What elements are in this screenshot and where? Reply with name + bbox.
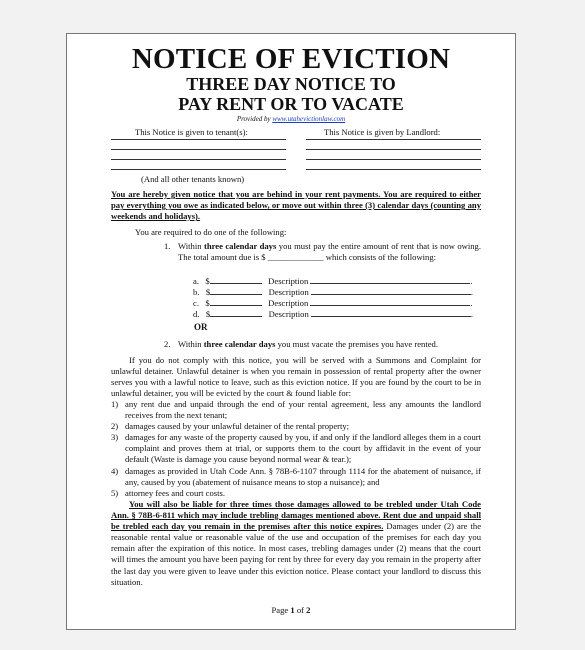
option-1-bold: three calendar days: [203, 241, 277, 251]
provided-by: [67, 115, 515, 123]
amount-item: a. $ Description .: [193, 276, 473, 286]
amount-item: d. $ Description .: [193, 309, 474, 319]
item-letter: c.: [193, 298, 199, 308]
item-description-field[interactable]: [311, 286, 471, 295]
trebled-damages-rest: Damages under (2) are the reasonable rental value or reasonable value of the use and occupation of the premises for each day you remain after the expiration of this notice. In most cases, trebling damages under (2) means that the court will times the amount you have been paying for rent by three for every day you remain in the property after the last day you were given to leave under this eviction notice. Please contact your landlord to discuss this situation.: [111, 521, 482, 587]
item-description-label: Description: [268, 309, 309, 319]
landlord-name-line[interactable]: [306, 159, 481, 160]
liability-item: 3) damages for any waste of the property caused by you, if and only if the landlord alleges them in a court complaint and proves them at trial, or supports them to the court by affidavit in the event of your default (Waste is damage you cause beyond normal wear & tear.);: [111, 432, 481, 465]
option-1-pre: Within: [178, 241, 202, 251]
document-page: [66, 33, 516, 630]
landlord-name-line[interactable]: [306, 149, 481, 150]
option-2-bold: three calendar days: [203, 339, 276, 349]
tenant-label: This Notice is given to tenant(s):: [135, 127, 248, 137]
required-text: You are required to do one of the following:: [135, 227, 287, 237]
amount-item: c. $ Description .: [193, 298, 473, 308]
tenant-name-line[interactable]: [111, 139, 286, 140]
item-description-label: Description: [268, 298, 309, 308]
liability-item: 2) damages caused by your unlawful detainer of the rental property;: [111, 421, 350, 432]
provided-by-link[interactable]: www.utahevictionlaw.com: [272, 115, 346, 123]
page-number: [67, 605, 515, 615]
landlord-name-line[interactable]: [306, 169, 481, 170]
trebled-damages-bold: You will also be liable for three times those damages allowed to be trebled under Utah Code Ann. § 78B-6-811 which may include trebling damages mentioned above. Rent due and unpaid shall be trebled each day you remain in the premises after this notice expires.: [111, 499, 481, 532]
option-2-pre: Within: [178, 339, 202, 349]
provided-by-prefix: Provided by: [236, 115, 271, 123]
item-description-label: Description: [268, 276, 309, 286]
page-current: 1: [290, 605, 295, 615]
item-amount-field[interactable]: [210, 286, 262, 295]
item-letter: a.: [193, 276, 199, 286]
item-letter: b.: [193, 287, 200, 297]
landlord-label: This Notice is given by Landlord:: [324, 127, 441, 137]
liability-item: 1) any rent due and unpaid through the end of your rental agreement, less any amounts the landlord receives from the next tenant;: [111, 399, 481, 421]
option-1-post: you must pay the entire amount of rent that is now owing. The total amount due is $ _____________ which consists of the following:: [178, 241, 481, 263]
tenant-name-line[interactable]: [111, 149, 286, 150]
item-description-field[interactable]: [311, 308, 471, 317]
page-word: Page: [271, 605, 289, 615]
unlawful-detainer-paragraph: If you do not comply with this notice, you will be served with a Summons and Complaint for unlawful detainer. Unlawful detainer is when you remain in possession of rental property after the owner serves you with a lawful notice to leave, such as this eviction notice. If you are found by the court to be in unlawful detainer, you will be evicted by the court & found liable for:: [111, 355, 481, 399]
item-amount-field[interactable]: [210, 297, 262, 306]
option-2-post: you must vacate the premises you have rented.: [277, 339, 438, 349]
liability-item: 5) attorney fees and court costs.: [111, 487, 225, 498]
item-amount-field[interactable]: [210, 275, 262, 284]
trebled-damages-paragraph: [111, 499, 481, 588]
item-dollar: $: [205, 309, 211, 319]
document-title: NOTICE OF EVICTION: [131, 43, 451, 75]
item-description-label: Description: [268, 287, 309, 297]
option-2-number: 2.: [164, 339, 171, 349]
landlord-name-line[interactable]: [306, 139, 481, 140]
liabilities-list: [111, 399, 481, 499]
item-dollar: $: [205, 276, 210, 286]
page-total: 2: [306, 605, 311, 615]
document-subtitle-1: THREE DAY NOTICE TO: [186, 74, 396, 94]
document-subtitle-2: PAY RENT OR TO VACATE: [178, 94, 404, 114]
item-description-field[interactable]: [310, 275, 470, 284]
tenant-name-line[interactable]: [111, 159, 286, 160]
page-of: of: [296, 605, 305, 615]
tenant-name-line[interactable]: [111, 169, 286, 170]
item-amount-field[interactable]: [210, 308, 262, 317]
item-dollar: $: [205, 287, 211, 297]
item-letter: d.: [193, 309, 200, 319]
option-1-number: 1.: [164, 241, 171, 251]
amount-item: b. $ Description .: [193, 287, 474, 297]
other-tenants-note: (And all other tenants known): [141, 174, 245, 184]
option-2: [164, 339, 481, 350]
item-description-field[interactable]: [310, 297, 470, 306]
or-separator: OR: [194, 322, 208, 332]
liability-item: 4) damages as provided in Utah Code Ann. § 78B-6-1107 through 1114 for the abatement of nuisance, if any, caused by you (abatement of nuisance means to stop a nuisance); and: [111, 465, 481, 487]
item-dollar: $: [205, 298, 210, 308]
intro-notice: You are hereby given notice that you are behind in your rent payments. You are required to either pay everything you owe as indicated below, or move out within three (3) calendar days (counting any weekends and holidays).: [111, 189, 481, 222]
option-1: [164, 241, 481, 263]
